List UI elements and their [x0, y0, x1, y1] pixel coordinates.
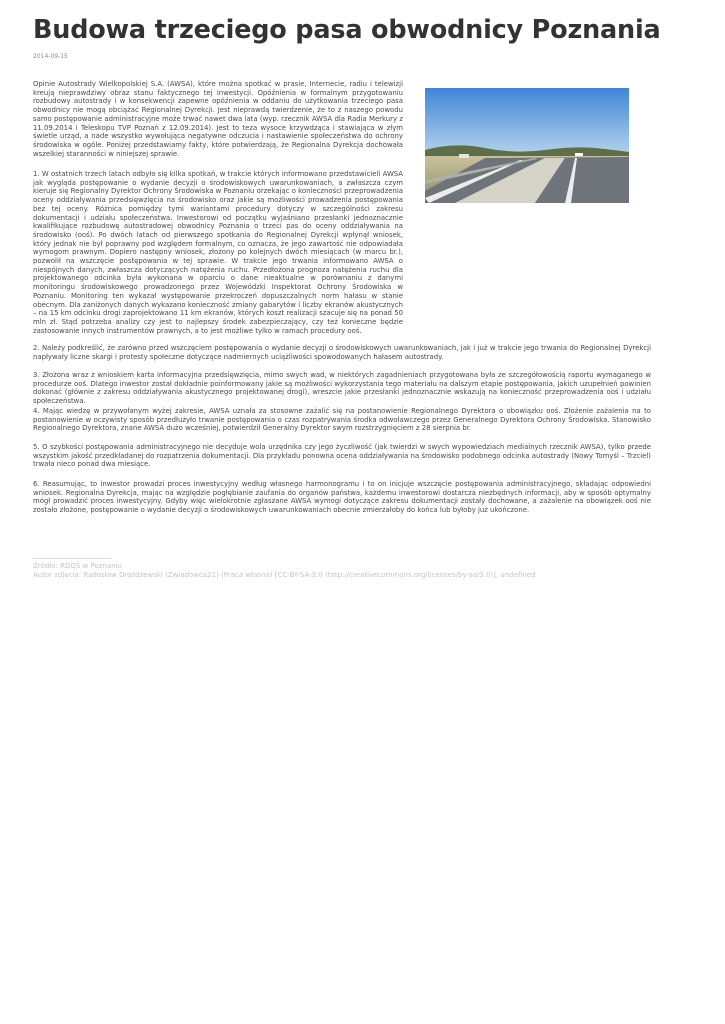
article-paragraph-4: 4. Mając wiedzę w przywołanym wyżej zakresie, AWSA uznała za stosowne zażalić się na postanowienie Regionalnego Dyrektora o obowiązku ooś. Złożenie zażalenia na to postanowienie w oczywisty sposób przedłużyło trwanie postępowania o czas rozpatrywania środka odwoławczego przez Generalnego Dyrektora Ochrony Środowiska. Stanowisko Regionalnego Dyrektora, znane AWSA dużo wcześniej, potwierdził Generalny Dyrektor swym rozstrzygnięciem z 28 sierpnia br. — [33, 407, 651, 433]
article-paragraph-intro: Opinie Autostrady Wielkopolskiej S.A. (AWSA), które można spotkać w prasie, Internecie, radiu i telewizji kreują nieprawdziwy obraz stanu faktycznego tej inwestycji. Opóźnienia w formalnym przygotowaniu rozbudowy autostrady i w konsekwencji zapewne opóźnienia w oddaniu do użytkowania trzeciego pasa obwodnicy nie mogą obciążać Regionalnej Dyrekcji. Jest nieprawdą twierdzenie, że to z naszego powodu samo postępowanie administracyjne może trwać nawet dwa lata (wyp. rzecznik AWSA dla Radia Merkury z 11.09.2014 i Teleskopu TVP Poznań z 12.09.2014). Jest to teza wysoce krzywdząca i stawiająca w złym świetle urząd, a nade wszystko wywołująca negatywne odczucia i nastawienie społeczeństwa do ochrony środowiska w ogóle. Poniżej przedstawiamy fakty, które potwierdzają, że Regionalna Dyrekcja dochowała wszelkiej staranności w niniejszej sprawie. — [33, 80, 403, 158]
highway-photo — [425, 88, 629, 203]
source-note: Źródło: RDOŚ w Poznaniu — [33, 562, 122, 570]
article-paragraph-5: 5. O szybkości postępowania administracyjnego nie decyduje wola urzędnika czy jego życzliwość (jak twierdzi w swych wypowiedziach medialnych rzecznik AWSA), tylko przede wszystkim jakość przedkładanej do rozpatrzenia dokumentacji. Dla przykładu ponowna ocena oddziaływania na środowisko podobnego odcinka autostrady (Nowy Tomyśl – Trzciel) trwała nieco ponad dwa miesiące. — [33, 443, 651, 469]
article-paragraph-3: 3. Złożona wraz z wnioskiem karta informacyjna przedsięwzięcia, mimo swych wad, w niektórych zagadnieniach przygotowana była ze szczegółowością raportu wymaganego w procedurze ooś. Dlatego inwestor został dokładnie poinformowany jakie są możliwości wykorzystania tego materiału na dalszym etapie postępowania, jakich uzupełnień powinien dokonać (głównie z zakresu oddziaływania akustycznego projektowanej drogi), wreszcie jakie przesłanki jednoznacznie wskazują na konieczność przeprowadzenia ooś i udziału społeczeństwa. — [33, 371, 651, 406]
photo-credit: Autor zdjęcia: Radosław Drożdżewski (Zwiadowca21) (Praca własna) [CC-BY-SA-3.0 (http://creativecommons.org/licenses/by-sa/3.0)], undefined — [33, 571, 536, 579]
article-paragraph-2: 2. Należy podkreślić, że zarówno przed wszczęciem postępowania o wydanie decyzji o środowiskowych uwarunkowaniach, jak i już w trakcie jego trwania do Regionalnej Dyrekcji napływały liczne skargi i protesty społeczne dotyczące nadmiernych uciążliwości spowodowanych hałasem autostrady. — [33, 344, 651, 361]
article-paragraph-1: 1. W ostatnich trzech latach odbyło się kilka spotkań, w trakcie których informowano przedstawicieli AWSA jak wygląda postępowanie o wydanie decyzji o środowiskowych uwarunkowaniach, a zwłaszcza czym kieruje się Regionalny Dyrektor Ochrony Środowiska w Poznaniu orzekając o konieczności przeprowadzenia oceny oddziaływania przedsięwzięcia na środowisko oraz jakie są możliwości prowadzenia postępowania bez tej oceny. Różnica pomiędzy tymi wariantami procedury dotyczy w szczególności zakresu dokumentacji i udziału społeczeństwa. Inwestorowi od początku wyjaśniano przesłanki jednoznacznie kwalifikujące rozbudowę autostradowej obwodnicy Poznania o trzeci pas do oceny oddziaływania na środowisko (ooś). Po dwóch latach od pierwszego spotkania do Regionalnej Dyrekcji wpłynął wniosek, który jednak nie był poprawny pod względem formalnym, co oznacza, że jego zawartość nie odpowiadała wymogom prawnym. Dopiero następny wniosek, złożony po kolejnych dwóch miesiącach (w marcu br.), pozwolił na wszczęcie postępowania w tej sprawie. W trakcie jego trwania informowano AWSA o niespójnych danych, zwłaszcza dotyczących natężenia ruchu. Przedłożona prognoza natężenia ruchu dla projektowanego odcinka była wykonana w oparciu o dane nieaktualne w porównaniu z danymi monitoringu środowiskowego prowadzonego przez Wojewódzki Inspektorat Ochrony Środowiska w Poznaniu. Monitoring ten wykazał występowanie przekroczeń dopuszczalnych norm hałasu w stanie obecnym. Dla zaniżonych danych wykazano konieczność zmiany gabarytów i liczby ekranów akustycznych – na 15 km odcinku drogi zaprojektowano 11 km ekranów, których koszt realizacji szacuje się na ponad 50 mln zł. Stąd potrzeba analizy czy jest to najlepszy środek zabezpieczający, czy też konieczne będzie zastosowanie innych instrumentów prawnych, a to jest możliwe tylko w ramach procedury ooś. — [33, 170, 404, 335]
article-date: 2014-09-15 — [33, 53, 68, 60]
article-title: Budowa trzeciego pasa obwodnicy Poznania — [33, 15, 661, 45]
article-paragraph-6: 6. Reasumując, to inwestor prowadzi proces inwestycyjny według własnego harmonogramu i to on inicjuje wszczęcie postępowania administracyjnego, składając odpowiedni wniosek. Regionalna Dyrekcja, mając na względzie pogłębianie zaufania do organów państwa, każdemu inwestorowi dostarcza niezbędnych informacji, aby w sposób optymalny mógł prowadzić proces inwestycyjny. Gdyby więc wielokrotnie zgłaszane AWSA wymogi dotyczące zakresu dokumentacji zostały dochowane, a zażalenie na obowiązek ooś nie zostało złożone, postępowanie o wydanie decyzji o środowiskowych uwarunkowaniach obecnie zmierzałoby do końca lub byłoby już ukończone. — [33, 480, 651, 515]
footer-divider — [33, 558, 111, 559]
